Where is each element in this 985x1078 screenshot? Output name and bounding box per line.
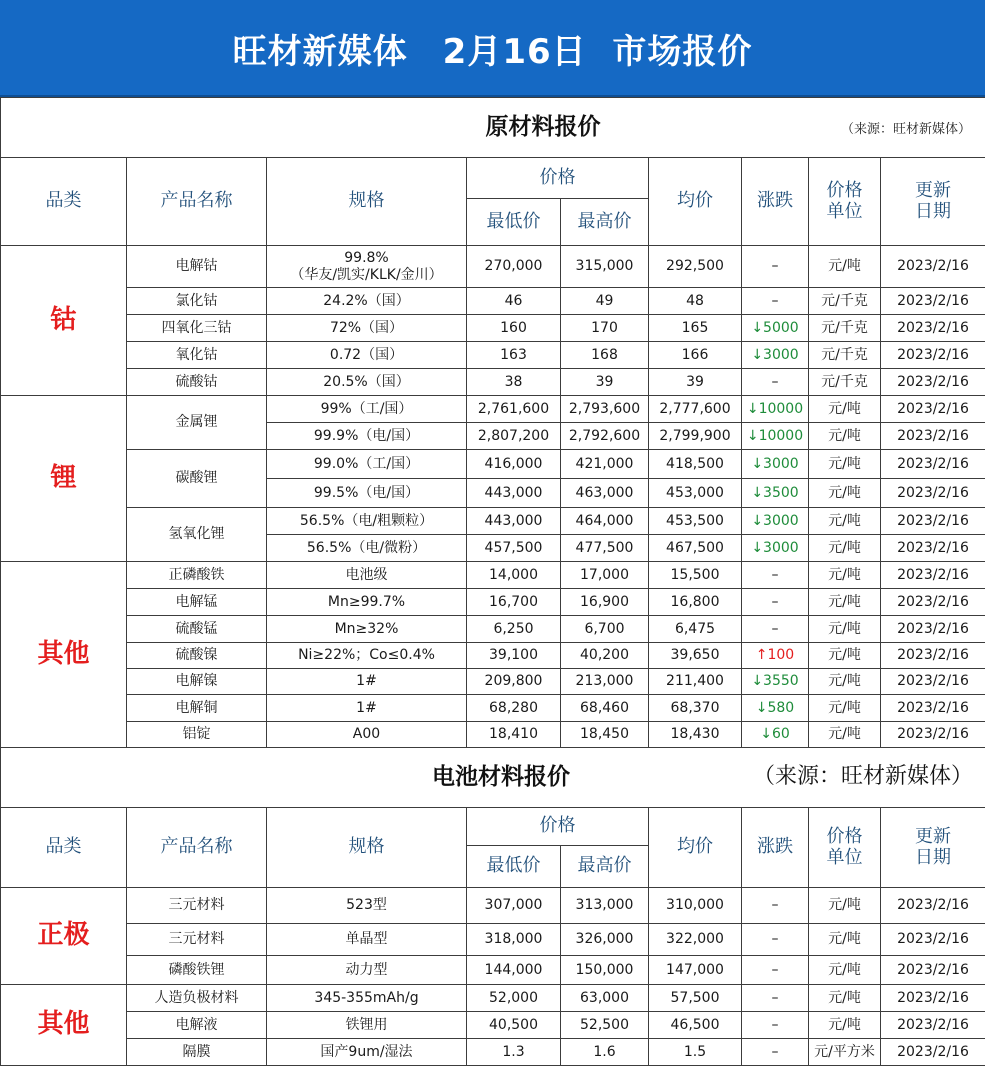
max-price: 2,793,600 [561, 396, 649, 423]
min-price: 209,800 [467, 669, 561, 695]
col-header-unit-line1: 价格 [826, 825, 863, 847]
price-change: ↓10000 [742, 423, 809, 450]
avg-price: 46,500 [649, 1012, 742, 1039]
spec: Mn≥99.7% [267, 589, 467, 616]
price-unit: 元/千克 [809, 342, 881, 369]
price-unit: 元/吨 [809, 1012, 881, 1039]
max-price: 18,450 [561, 722, 649, 748]
table-row [1, 315, 985, 342]
category-cathode: 正极 [1, 888, 127, 985]
update-date: 2023/2/16 [881, 1012, 985, 1039]
avg-price: 57,500 [649, 985, 742, 1012]
price-unit: 元/吨 [809, 924, 881, 956]
spec: 单晶型 [267, 924, 467, 956]
col-header-category: 品类 [1, 158, 127, 246]
price-change: – [742, 616, 809, 643]
price-unit: 元/吨 [809, 450, 881, 479]
spec: 24.2%（国） [267, 288, 467, 315]
min-price: 14,000 [467, 562, 561, 589]
col-header-unit-line2: 单位 [826, 200, 863, 222]
spec: 99.5%（电/国） [267, 479, 467, 508]
price-change: ↓3550 [742, 669, 809, 695]
price-unit: 元/吨 [809, 246, 881, 288]
product-name: 四氧化三钴 [127, 315, 267, 342]
table-row [1, 246, 985, 288]
update-date: 2023/2/16 [881, 246, 985, 288]
spec: Mn≥32% [267, 616, 467, 643]
min-price: 270,000 [467, 246, 561, 288]
spec: 345-355mAh/g [267, 985, 467, 1012]
max-price: 313,000 [561, 888, 649, 924]
raw-source-note: （来源：旺材新媒体） [841, 122, 972, 137]
price-unit: 元/千克 [809, 288, 881, 315]
max-price: 49 [561, 288, 649, 315]
max-price: 421,000 [561, 450, 649, 479]
price-unit: 元/千克 [809, 315, 881, 342]
table-row [1, 985, 985, 1012]
min-price: 68,280 [467, 695, 561, 722]
price-change: ↓3000 [742, 450, 809, 479]
min-price: 2,761,600 [467, 396, 561, 423]
spec: 72%（国） [267, 315, 467, 342]
category-other: 其他 [1, 562, 127, 748]
avg-price: 39 [649, 369, 742, 396]
spec [267, 246, 467, 288]
avg-price: 292,500 [649, 246, 742, 288]
col-header-date-line1: 更新 [915, 825, 951, 847]
price-change: – [742, 1012, 809, 1039]
col-header-change: 涨跌 [742, 808, 809, 888]
avg-price: 166 [649, 342, 742, 369]
min-price: 416,000 [467, 450, 561, 479]
table-row [1, 342, 985, 369]
max-price: 40,200 [561, 643, 649, 669]
battery-section-title: 电池材料报价 [432, 764, 570, 790]
table-row [1, 722, 985, 748]
price-change: ↓580 [742, 695, 809, 722]
price-change: ↓3000 [742, 508, 809, 535]
update-date: 2023/2/16 [881, 616, 985, 643]
update-date: 2023/2/16 [881, 396, 985, 423]
col-header-spec: 规格 [267, 808, 467, 888]
table-row [1, 369, 985, 396]
avg-price: 147,000 [649, 956, 742, 985]
min-price: 46 [467, 288, 561, 315]
min-price: 160 [467, 315, 561, 342]
update-date: 2023/2/16 [881, 479, 985, 508]
product-name: 硫酸镍 [127, 643, 267, 669]
max-price: 16,900 [561, 589, 649, 616]
spec: 1# [267, 669, 467, 695]
product-name: 碳酸锂 [127, 450, 267, 508]
price-unit: 元/吨 [809, 956, 881, 985]
avg-price: 6,475 [649, 616, 742, 643]
price-change: – [742, 956, 809, 985]
col-header-date [881, 808, 985, 888]
avg-price: 165 [649, 315, 742, 342]
col-header-max: 最高价 [561, 199, 649, 246]
spec: 0.72（国） [267, 342, 467, 369]
avg-price: 2,777,600 [649, 396, 742, 423]
price-unit: 元/吨 [809, 479, 881, 508]
product-name: 电解铜 [127, 695, 267, 722]
update-date: 2023/2/16 [881, 722, 985, 748]
col-header-product: 产品名称 [127, 158, 267, 246]
table-row [1, 643, 985, 669]
update-date: 2023/2/16 [881, 315, 985, 342]
spec: 铁锂用 [267, 1012, 467, 1039]
min-price: 38 [467, 369, 561, 396]
table-row [1, 450, 985, 479]
spec: 动力型 [267, 956, 467, 985]
col-header-unit-line1: 价格 [826, 179, 863, 201]
col-header-date-line1: 更新 [915, 179, 951, 201]
max-price: 6,700 [561, 616, 649, 643]
min-price: 52,000 [467, 985, 561, 1012]
price-unit: 元/吨 [809, 508, 881, 535]
price-unit: 元/平方米 [809, 1039, 881, 1066]
min-price: 18,410 [467, 722, 561, 748]
col-header-change: 涨跌 [742, 158, 809, 246]
max-price: 477,500 [561, 535, 649, 562]
update-date: 2023/2/16 [881, 369, 985, 396]
product-name: 三元材料 [127, 888, 267, 924]
price-change: – [742, 924, 809, 956]
category-lithium: 锂 [1, 396, 127, 562]
min-price: 144,000 [467, 956, 561, 985]
price-unit: 元/吨 [809, 985, 881, 1012]
min-price: 16,700 [467, 589, 561, 616]
avg-price: 68,370 [649, 695, 742, 722]
battery-source-note: （来源：旺材新媒体） [753, 764, 974, 789]
col-header-date-line2: 日期 [915, 846, 951, 868]
price-change: ↓5000 [742, 315, 809, 342]
title-banner [0, 0, 985, 97]
avg-price: 48 [649, 288, 742, 315]
price-change: ↓60 [742, 722, 809, 748]
spec-line2: （华友/凯实/KLK/金川） [290, 266, 443, 283]
price-change: ↓3000 [742, 535, 809, 562]
col-header-unit [809, 808, 881, 888]
product-name: 金属锂 [127, 396, 267, 450]
spec: 99.9%（电/国） [267, 423, 467, 450]
price-unit: 元/吨 [809, 669, 881, 695]
avg-price: 2,799,900 [649, 423, 742, 450]
max-price: 213,000 [561, 669, 649, 695]
price-unit: 元/吨 [809, 695, 881, 722]
max-price: 150,000 [561, 956, 649, 985]
spec: 电池级 [267, 562, 467, 589]
max-price: 326,000 [561, 924, 649, 956]
spec: 523型 [267, 888, 467, 924]
product-name: 电解钴 [127, 246, 267, 288]
col-header-min: 最低价 [467, 846, 561, 888]
spec: 56.5%（电/微粉） [267, 535, 467, 562]
col-header-max: 最高价 [561, 846, 649, 888]
table-row [1, 695, 985, 722]
price-unit: 元/千克 [809, 369, 881, 396]
avg-price: 15,500 [649, 562, 742, 589]
min-price: 39,100 [467, 643, 561, 669]
raw-section-header [1, 98, 985, 158]
max-price: 464,000 [561, 508, 649, 535]
table-row [1, 396, 985, 423]
product-name: 人造负极材料 [127, 985, 267, 1012]
price-change: – [742, 246, 809, 288]
price-unit: 元/吨 [809, 888, 881, 924]
price-change: ↓10000 [742, 396, 809, 423]
price-unit: 元/吨 [809, 589, 881, 616]
spec: 20.5%（国） [267, 369, 467, 396]
max-price: 315,000 [561, 246, 649, 288]
col-header-unit-line2: 单位 [826, 846, 863, 868]
price-unit: 元/吨 [809, 562, 881, 589]
col-header-price: 价格 [467, 158, 649, 199]
update-date: 2023/2/16 [881, 924, 985, 956]
update-date: 2023/2/16 [881, 985, 985, 1012]
product-name: 电解锰 [127, 589, 267, 616]
max-price: 68,460 [561, 695, 649, 722]
spec: 国产9um/湿法 [267, 1039, 467, 1066]
battery-section-header [1, 748, 985, 808]
col-header-price: 价格 [467, 808, 649, 846]
price-change: – [742, 1039, 809, 1066]
table-row [1, 924, 985, 956]
price-change: ↑100 [742, 643, 809, 669]
spec: 99%（工/国） [267, 396, 467, 423]
table-row [1, 616, 985, 643]
avg-price: 18,430 [649, 722, 742, 748]
price-change: – [742, 589, 809, 616]
min-price: 307,000 [467, 888, 561, 924]
product-name: 电解镍 [127, 669, 267, 695]
min-price: 1.3 [467, 1039, 561, 1066]
min-price: 6,250 [467, 616, 561, 643]
battery-materials-table [0, 748, 985, 1066]
avg-price: 310,000 [649, 888, 742, 924]
col-header-avg: 均价 [649, 158, 742, 246]
product-name: 电解液 [127, 1012, 267, 1039]
update-date: 2023/2/16 [881, 562, 985, 589]
spec-line1: 99.8% [344, 250, 389, 267]
min-price: 443,000 [467, 508, 561, 535]
col-header-date [881, 158, 985, 246]
table-row [1, 888, 985, 924]
product-name: 隔膜 [127, 1039, 267, 1066]
min-price: 40,500 [467, 1012, 561, 1039]
avg-price: 467,500 [649, 535, 742, 562]
product-name: 硫酸锰 [127, 616, 267, 643]
col-header-min: 最低价 [467, 199, 561, 246]
table-row [1, 956, 985, 985]
update-date: 2023/2/16 [881, 956, 985, 985]
price-unit: 元/吨 [809, 722, 881, 748]
update-date: 2023/2/16 [881, 288, 985, 315]
min-price: 457,500 [467, 535, 561, 562]
product-name: 铝锭 [127, 722, 267, 748]
product-name: 氢氧化锂 [127, 508, 267, 562]
avg-price: 418,500 [649, 450, 742, 479]
col-header-avg: 均价 [649, 808, 742, 888]
min-price: 2,807,200 [467, 423, 561, 450]
update-date: 2023/2/16 [881, 589, 985, 616]
update-date: 2023/2/16 [881, 695, 985, 722]
table-row [1, 1039, 985, 1066]
price-change: – [742, 888, 809, 924]
category-cobalt: 钴 [1, 246, 127, 396]
product-name: 氯化钴 [127, 288, 267, 315]
price-unit: 元/吨 [809, 423, 881, 450]
update-date: 2023/2/16 [881, 1039, 985, 1066]
update-date: 2023/2/16 [881, 888, 985, 924]
update-date: 2023/2/16 [881, 535, 985, 562]
table-row [1, 508, 985, 535]
spec: Ni≥22%；Co≤0.4% [267, 643, 467, 669]
price-change: – [742, 562, 809, 589]
avg-price: 211,400 [649, 669, 742, 695]
product-name: 三元材料 [127, 924, 267, 956]
max-price: 1.6 [561, 1039, 649, 1066]
product-name: 磷酸铁锂 [127, 956, 267, 985]
price-unit: 元/吨 [809, 616, 881, 643]
col-header-category: 品类 [1, 808, 127, 888]
table-row [1, 669, 985, 695]
category-battery-other: 其他 [1, 985, 127, 1066]
price-unit: 元/吨 [809, 643, 881, 669]
price-change: – [742, 369, 809, 396]
max-price: 170 [561, 315, 649, 342]
max-price: 39 [561, 369, 649, 396]
table-row [1, 1012, 985, 1039]
avg-price: 322,000 [649, 924, 742, 956]
raw-section-title: 原材料报价 [485, 114, 601, 140]
product-name: 硫酸钴 [127, 369, 267, 396]
min-price: 443,000 [467, 479, 561, 508]
avg-price: 453,500 [649, 508, 742, 535]
max-price: 2,792,600 [561, 423, 649, 450]
spec: 99.0%（工/国） [267, 450, 467, 479]
max-price: 168 [561, 342, 649, 369]
max-price: 17,000 [561, 562, 649, 589]
update-date: 2023/2/16 [881, 342, 985, 369]
price-unit: 元/吨 [809, 535, 881, 562]
min-price: 318,000 [467, 924, 561, 956]
price-change: – [742, 288, 809, 315]
raw-materials-table [0, 97, 985, 748]
update-date: 2023/2/16 [881, 423, 985, 450]
col-header-date-line2: 日期 [915, 200, 951, 222]
spec: 1# [267, 695, 467, 722]
avg-price: 39,650 [649, 643, 742, 669]
avg-price: 16,800 [649, 589, 742, 616]
product-name: 氧化钴 [127, 342, 267, 369]
avg-price: 1.5 [649, 1039, 742, 1066]
spec: 56.5%（电/粗颗粒） [267, 508, 467, 535]
avg-price: 453,000 [649, 479, 742, 508]
update-date: 2023/2/16 [881, 643, 985, 669]
col-header-spec: 规格 [267, 158, 467, 246]
min-price: 163 [467, 342, 561, 369]
max-price: 63,000 [561, 985, 649, 1012]
price-unit: 元/吨 [809, 396, 881, 423]
price-change: ↓3500 [742, 479, 809, 508]
table-row [1, 562, 985, 589]
price-change: ↓3000 [742, 342, 809, 369]
table-row [1, 288, 985, 315]
update-date: 2023/2/16 [881, 508, 985, 535]
banner-title: 旺材新媒体 2月16日 市场报价 [232, 32, 753, 72]
table-row [1, 589, 985, 616]
max-price: 52,500 [561, 1012, 649, 1039]
price-change: – [742, 985, 809, 1012]
col-header-unit [809, 158, 881, 246]
product-name: 正磷酸铁 [127, 562, 267, 589]
update-date: 2023/2/16 [881, 450, 985, 479]
spec: A00 [267, 722, 467, 748]
col-header-product: 产品名称 [127, 808, 267, 888]
update-date: 2023/2/16 [881, 669, 985, 695]
max-price: 463,000 [561, 479, 649, 508]
